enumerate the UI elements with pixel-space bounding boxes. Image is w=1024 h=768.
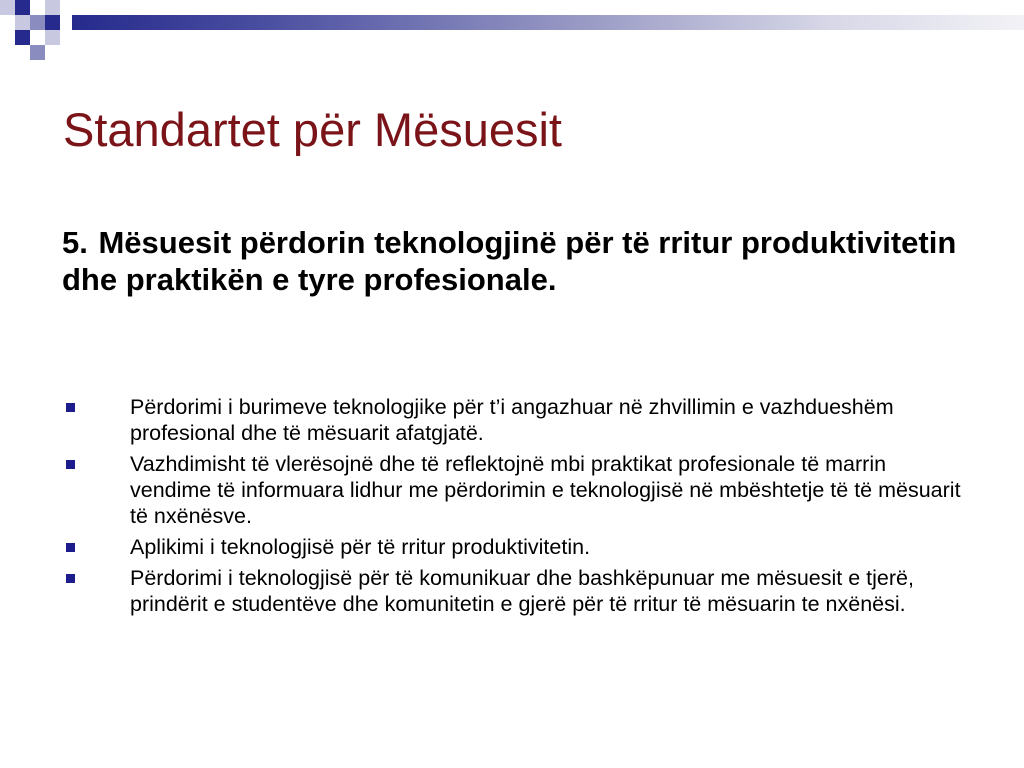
slide-title: Standartet për Mësuesit <box>63 103 562 156</box>
deco-square-icon <box>45 15 60 30</box>
bullet-text: Përdorimi i teknologjisë për të komunikuar dhe bashkëpunuar me mësuesit e tjerë, prindërit e studentëve dhe komunitetin e gjerë për të rritur të mësuarin te nxënësi. <box>130 566 914 616</box>
square-bullet-icon <box>66 460 75 469</box>
bullet-text: Vazhdimisht të vlerësojnë dhe të reflektojnë mbi praktikat profesionale të marrin vendime të informuara lidhur me përdorimin e teknologjisë në mbështetje të të mësuarit të nxënësve. <box>130 452 961 528</box>
deco-square-icon <box>15 15 30 30</box>
deco-square-icon <box>30 15 45 30</box>
deco-square-icon <box>45 30 60 45</box>
header-decoration <box>0 0 1024 64</box>
deco-square-icon <box>30 30 45 45</box>
bullet-text: Përdorimi i burimeve teknologjike për t’i angazhuar në zhvillimin e vazhdueshëm profesional dhe të mësuarit afatgjatë. <box>130 395 894 445</box>
deco-square-icon <box>30 45 45 60</box>
bullet-text: Aplikimi i teknologjisë për të rritur produktivitetin. <box>130 535 591 559</box>
deco-square-icon <box>0 15 15 30</box>
square-bullet-icon <box>66 574 75 583</box>
bullet-list <box>62 394 972 622</box>
deco-square-icon <box>15 0 30 15</box>
list-item <box>62 565 972 617</box>
deco-square-icon <box>15 30 30 45</box>
deco-square-icon <box>30 0 45 15</box>
section-heading <box>62 224 962 298</box>
header-gradient-bar <box>72 15 1024 30</box>
list-item <box>62 534 972 560</box>
deco-square-icon <box>45 0 60 15</box>
square-bullet-icon <box>66 543 75 552</box>
heading-number: 5. <box>62 225 88 260</box>
square-bullet-icon <box>66 403 75 412</box>
list-item <box>62 451 972 529</box>
list-item <box>62 394 972 446</box>
deco-square-icon <box>0 0 15 15</box>
heading-text: Mësuesit përdorin teknologjinë për të rritur produktivitetin dhe praktikën e tyre profesionale. <box>62 225 957 297</box>
